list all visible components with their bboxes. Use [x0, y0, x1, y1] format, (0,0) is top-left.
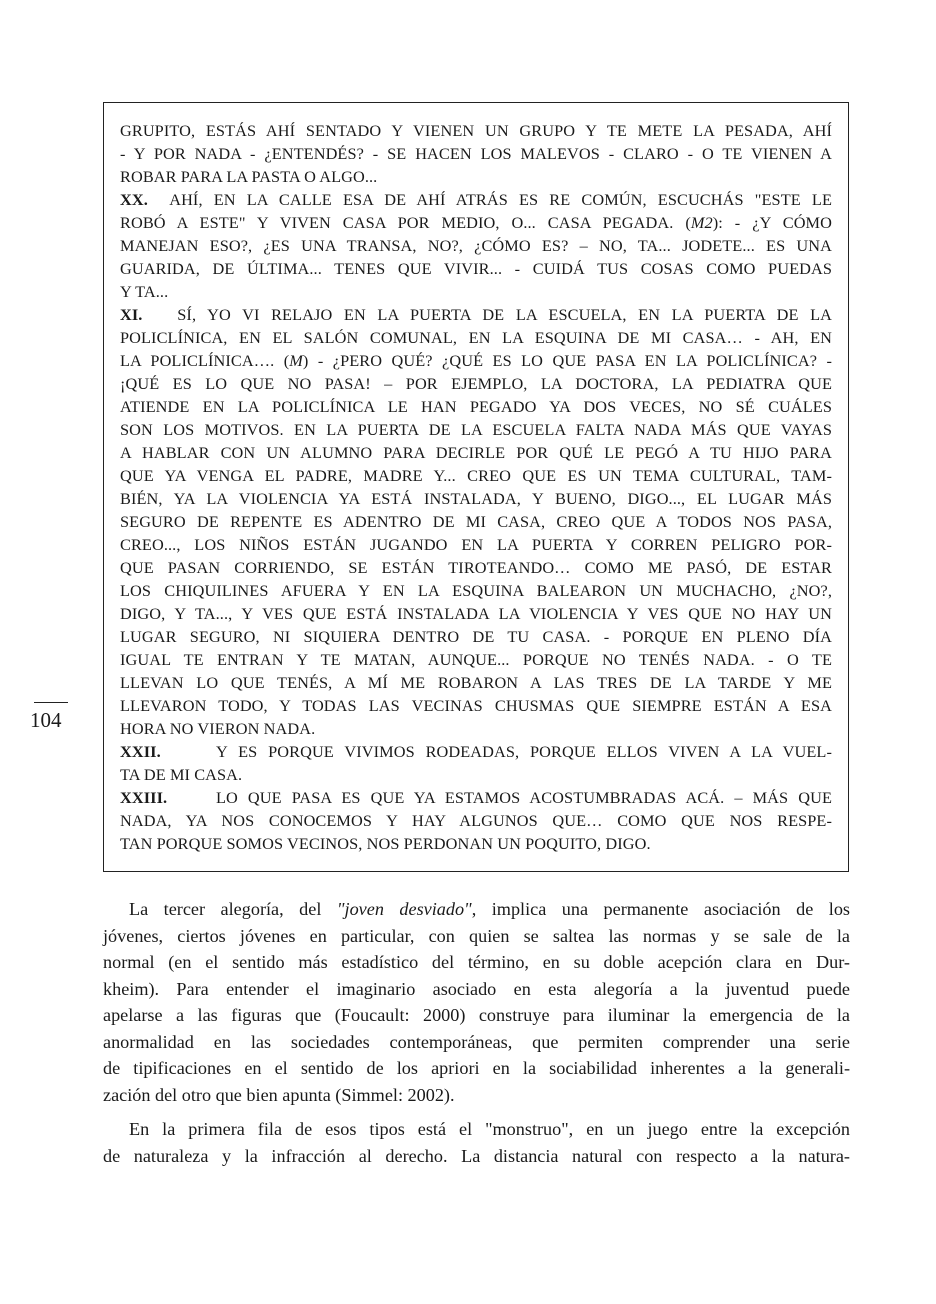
body-text [103, 896, 850, 1169]
transcript-line [120, 740, 832, 763]
transcript-line: CREO..., LOS NIÑOS ESTÁN JUGANDO EN LA PUERTA Y CORREN PELIGRO POR- [120, 535, 832, 554]
transcript-line: BIÉN, YA LA VIOLENCIA YA ESTÁ INSTALADA, Y BUENO, DIGO..., EL LUGAR MÁS [120, 489, 832, 508]
transcript-line [120, 303, 832, 326]
transcript-line [120, 211, 832, 234]
transcript-line: DIGO, Y TA..., Y VES QUE ESTÁ INSTALADA LA VIOLENCIA Y VES QUE NO HAY UN [120, 604, 832, 623]
transcript-line: QUE PASAN CORRIENDO, SE ESTÁN TIROTEANDO… COMO ME PASÓ, DE ESTAR [120, 558, 832, 577]
speaker-label: XX. [120, 190, 148, 209]
transcript-line [120, 349, 832, 372]
paragraph-line: de naturaleza y la infracción al derecho. La distancia natural con respecto a la natura- [103, 1145, 850, 1166]
transcript-line: IGUAL TE ENTRAN Y TE MATAN, AUNQUE... PORQUE NO TENÉS NADA. - O TE [120, 650, 832, 669]
transcript-text: ) - ¿PERO QUÉ? ¿QUÉ ES LO QUE PASA EN LA POLICLÍNICA? - [302, 351, 832, 370]
speaker-code: M2 [690, 213, 713, 232]
interview-transcript-box [103, 102, 849, 872]
transcript-text: Y ES PORQUE VIVIMOS RODEADAS, PORQUE ELLOS VIVEN A LA VUEL- [216, 742, 832, 761]
speaker-code: M [289, 351, 303, 370]
transcript-text: LA POLICLÍNICA…. ( [120, 351, 290, 370]
speaker-label: XXII. [120, 742, 161, 761]
transcript-line: LLEVARON TODO, Y TODAS LAS VECINAS CHUSMAS QUE SIEMPRE ESTÁN A ESA [120, 696, 832, 715]
transcript-line: POLICLÍNICA, EN EL SALÓN COMUNAL, EN LA ESQUINA DE MI CASA… - AH, EN [120, 328, 832, 347]
emphasized-term: "joven desviado" [336, 899, 472, 919]
transcript-line: LOS CHIQUILINES AFUERA Y EN LA ESQUINA BALEARON UN MUCHACHO, ¿NO?, [120, 581, 832, 600]
paragraph-line: apelarse a las figuras que (Foucault: 2000) construye para iluminar la emergencia de la [103, 1005, 850, 1025]
speaker-label: XXIII. [120, 788, 168, 807]
transcript-line [120, 188, 832, 211]
transcript-line: TAN PORQUE SOMOS VECINOS, NOS PERDONAN UN POQUITO, DIGO. [120, 834, 651, 853]
transcript-line: ROBAR PARA LA PASTA O ALGO... [120, 167, 378, 186]
transcript-line: ATIENDE EN LA POLICLÍNICA LE HAN PEGADO YA DOS VECES, NO SÉ CUÁLES [120, 397, 832, 416]
transcript-line: A HABLAR CON UN ALUMNO PARA DECIRLE POR QUÉ LE PEGÓ A TU HIJO PARA [120, 443, 832, 462]
transcript-text: AHÍ, EN LA CALLE ESA DE AHÍ ATRÁS ES RE COMÚN, ESCUCHÁS "ESTE LE [169, 190, 832, 209]
transcript-line: LUGAR SEGURO, NI SIQUIERA DENTRO DE TU CASA. - PORQUE EN PLENO DÍA [120, 627, 832, 646]
paragraph-line: kheim). Para entender el imaginario asociado en esta alegoría a la juventud puede [103, 978, 850, 999]
paragraph-line: En la primera fila de esos tipos está el "monstruo", en un juego entre la excepción [129, 1119, 850, 1139]
transcript-line: SEGURO DE REPENTE ES ADENTRO DE MI CASA, CREO QUE A TODOS NOS PASA, [120, 512, 832, 531]
transcript-line: HORA NO VIERON NADA. [120, 719, 316, 738]
transcript-line: NADA, YA NOS CONOCEMOS Y HAY ALGUNOS QUE… COMO QUE NOS RESPE- [120, 811, 832, 830]
transcript-text: LO QUE PASA ES QUE YA ESTAMOS ACOSTUMBRADAS ACÁ. – MÁS QUE [216, 788, 832, 807]
body-text-run: La tercer alegoría, del [129, 899, 337, 919]
paragraph-line: zación del otro que bien apunta (Simmel: 2002). [103, 1084, 455, 1105]
paragraph-spacer [103, 1108, 850, 1116]
transcript-line: TA DE MI CASA. [120, 765, 243, 784]
paragraph-line: de tipificaciones en el sentido de los apriori en la sociabilidad inherentes a la generali- [103, 1058, 850, 1078]
transcript-line: GRUPITO, ESTÁS AHÍ SENTADO Y VIENEN UN GRUPO Y TE METE LA PESADA, AHÍ [120, 121, 832, 140]
transcript-text: ROBÓ A ESTE" Y VIVEN CASA POR MEDIO, O... CASA PEGADA. ( [120, 213, 691, 232]
transcript-line: LLEVAN LO QUE TENÉS, A MÍ ME ROBARON A LAS TRES DE LA TARDE Y ME [120, 673, 832, 692]
page-number-rule [34, 702, 68, 703]
transcript-line: QUE YA VENGA EL PADRE, MADRE Y... CREO QUE ES UN TEMA CULTURAL, TAM- [120, 466, 832, 485]
paragraph-line [103, 896, 850, 923]
transcript-text: ): - ¿Y CÓMO [712, 213, 832, 232]
speaker-label: XI. [120, 305, 143, 324]
page-number: 104 [30, 708, 62, 732]
transcript-line: - Y POR NADA - ¿ENTENDÉS? - SE HACEN LOS MALEVOS - CLARO - O TE VIENEN A [120, 144, 832, 163]
transcript-line: ¡QUÉ ES LO QUE NO PASA! – POR EJEMPLO, LA DOCTORA, LA PEDIATRA QUE [120, 374, 832, 393]
transcript-line [120, 786, 832, 809]
paragraph-line: normal (en el sentido más estadístico del término, en su doble acepción clara en Dur- [103, 952, 850, 972]
transcript-line: GUARIDA, DE ÚLTIMA... TENES QUE VIVIR... - CUIDÁ TUS COSAS COMO PUEDAS [120, 259, 832, 278]
transcript-line: SON LOS MOTIVOS. EN LA PUERTA DE LA ESCUELA FALTA NADA MÁS QUE VAYAS [120, 420, 832, 439]
transcript-text: SÍ, YO VI RELAJO EN LA PUERTA DE LA ESCUELA, EN LA PUERTA DE LA [177, 305, 832, 324]
paragraph-line: jóvenes, ciertos jóvenes en particular, con quien se saltea las normas y se sale de la [103, 925, 850, 946]
paragraph-line: anormalidad en las sociedades contemporáneas, que permiten comprender una serie [103, 1031, 850, 1052]
transcript-line: Y TA... [120, 282, 169, 301]
transcript-line: MANEJAN ESO?, ¿ES UNA TRANSA, NO?, ¿CÓMO ES? – NO, TA... JODETE... ES UNA [120, 236, 832, 255]
body-text-run: , implica una permanente asociación de los [471, 899, 851, 919]
